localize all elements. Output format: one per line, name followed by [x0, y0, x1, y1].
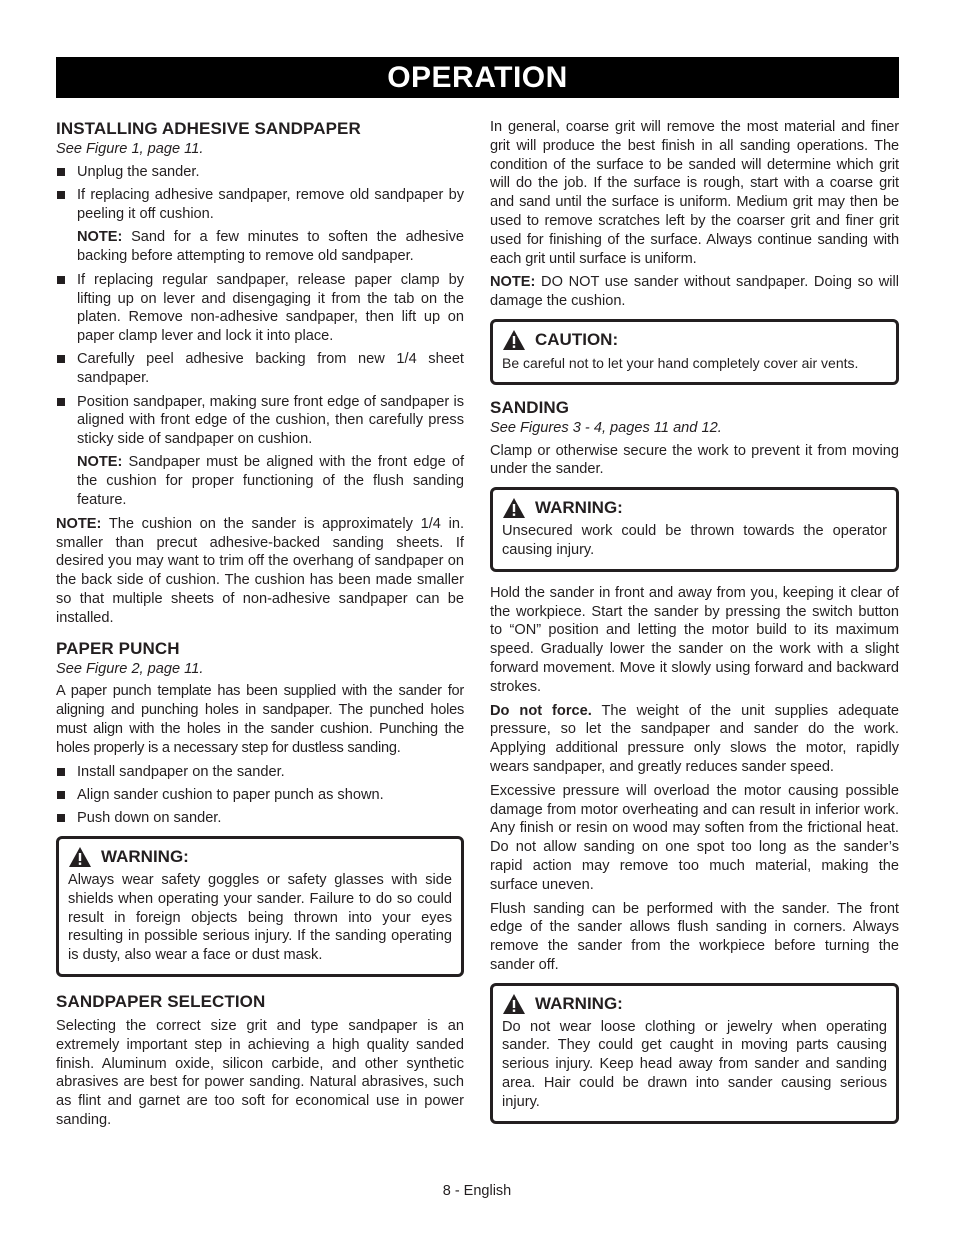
note: NOTE: Sandpaper must be aligned with the front edge of the cushion for proper functioning of the flush sanding feature.: [77, 454, 464, 509]
bullet-square-icon: [57, 168, 65, 176]
warning-triangle-icon: [68, 846, 92, 868]
page-number: 8 - English: [442, 1183, 512, 1199]
paragraph: Hold the sander in front and away from you, keeping it clear of the workpiece. Start the sander by pressing the switch button to “ON” position and letting the motor build to its maximum speed. Gradually lower the sander on the work with a slight forward movement. Move it slowly using forward and backward strokes.: [490, 584, 899, 695]
list-item: If replacing adhesive sandpaper, remove old sandpaper by peeling it off cushion.: [56, 186, 464, 224]
warning-box: [490, 487, 899, 572]
list-item: Push down on sander.: [56, 809, 464, 828]
bullet-square-icon: [57, 398, 65, 406]
paragraph: A paper punch template has been supplied with the sander for aligning and punching holes in sandpaper. The punched holes must align with the holes in the sander cushion. Punching the holes properly is a necessary step for dustless sanding.: [56, 683, 464, 756]
warning-text: Unsecured work could be thrown towards the operator causing injury.: [502, 523, 887, 558]
bullet-square-icon: [57, 276, 65, 284]
warning-box: [490, 983, 899, 1124]
section-heading-installing: INSTALLING ADHESIVE SANDPAPER: [56, 119, 361, 138]
bullet-list: [56, 163, 464, 224]
paragraph: Selecting the correct size grit and type sandpaper is an extremely important step in achieving a high quality sanded finish. Aluminum oxide, silicon carbide, and other synthetic abrasives are best for power sanding. Natural abrasives, such as flint and garnet are too soft for economical use in power sanding.: [56, 1017, 464, 1128]
list-item: Install sandpaper on the sander.: [56, 763, 464, 782]
bullet-list: [56, 271, 464, 449]
bullet-list: [56, 763, 464, 828]
paragraph: Excessive pressure will overload the motor causing possible damage from motor overheating and can result in inferior work. Any finish or resin on wood may soften from the frictional heat. Do not allow sanding on one spot too long as the sander’s rapid action may remove too much material, making the surface uneven.: [490, 782, 899, 893]
paragraph: In general, coarse grit will remove the most material and finer grit will produce the best finish in all sanding operations. The condition of the surface to be sanded will determine which grit will do the job. If the surface is rough, start with a coarse grit and sand until the surface is uniform. Medium grit may then be used to remove scratches left by the coarser grit and finer grit used for finishing of the surface. Always continue sanding with each grit until surface is uniform.: [490, 119, 899, 267]
warning-header: WARNING:: [502, 992, 887, 1016]
bullet-square-icon: [57, 355, 65, 363]
warning-text: Always wear safety goggles or safety glasses with side shields when operating your sander. Failure to do so could result in foreign objects being thrown into your eyes resulting in possible serious injury. If the sanding operating is dusty, also wear a face or dust mask.: [68, 872, 452, 964]
warning-triangle-icon: [502, 497, 526, 519]
list-item: Unplug the sander.: [56, 163, 464, 182]
figure-reference: See Figures 3 - 4, pages 11 and 12.: [490, 419, 722, 436]
warning-text: Do not wear loose clothing or jewelry when operating sander. They could get caught in moving parts causing serious injury. Keep head away from sander and sanding area. Hair could be drawn into sander causing serious injury.: [502, 1018, 887, 1110]
note: NOTE: DO NOT use sander without sandpaper. Doing so will damage the cushion.: [490, 274, 899, 310]
warning-triangle-icon: [502, 993, 526, 1015]
note: NOTE: Sand for a few minutes to soften the adhesive backing before attempting to remove old sandpaper.: [77, 229, 464, 264]
right-column: [490, 118, 899, 1138]
figure-reference: See Figure 1, page 11.: [56, 141, 204, 157]
caution-header: CAUTION:: [502, 328, 887, 352]
bullet-square-icon: [57, 768, 65, 776]
caution-text: Be careful not to let your hand completely cover air vents.: [502, 354, 859, 371]
page-title: OPERATION: [56, 57, 899, 98]
warning-header: WARNING:: [68, 845, 452, 869]
warning-header: WARNING:: [502, 496, 887, 520]
list-item: Carefully peel adhesive backing from new 1/4 sheet sandpaper.: [56, 350, 464, 388]
warning-triangle-icon: [502, 329, 526, 351]
bullet-square-icon: [57, 191, 65, 199]
section-heading-paper-punch: PAPER PUNCH: [56, 638, 180, 658]
bullet-square-icon: [57, 814, 65, 822]
warning-box: [56, 836, 464, 977]
bullet-square-icon: [57, 791, 65, 799]
list-item: Align sander cushion to paper punch as shown.: [56, 786, 464, 805]
figure-reference: See Figure 2, page 11.: [56, 660, 204, 677]
list-item: If replacing regular sandpaper, release paper clamp by lifting up on lever and disengaging it from the tab on the platen. Remove non-adhesive sandpaper, then lift up on paper clamp lever and lock it into place.: [56, 271, 464, 346]
list-item: Position sandpaper, making sure front edge of sandpaper is aligned with front edge of the cushion, then carefully press sticky side of sandpaper on cushion.: [56, 393, 464, 449]
section-heading-sandpaper-selection: SANDPAPER SELECTION: [56, 991, 266, 1011]
paragraph: Do not force. The weight of the unit supplies adequate pressure, so let the sandpaper and sander do the work. Applying additional pressure only slows the motor, rapidly wears sandpaper, and greatly reduces sander speed.: [490, 702, 899, 775]
section-heading-sanding: SANDING: [490, 397, 570, 417]
paragraph: Flush sanding can be performed with the sander. The front edge of the sander allows flush sanding in corners. Always remove the sander from the workpiece before turning the sander off.: [490, 900, 899, 973]
left-column: [56, 118, 464, 1135]
paragraph: Clamp or otherwise secure the work to prevent it from moving under the sander.: [490, 442, 899, 478]
note: NOTE: The cushion on the sander is approximately 1/4 in. smaller than precut adhesive-backed sanding sheets. If desired you may want to trim off the overhang of sandpaper on the back side of cushion. The cushion has been made smaller so that multiple sheets of non-adhesive sandpaper can be installed.: [56, 515, 464, 626]
caution-box: [490, 319, 899, 385]
